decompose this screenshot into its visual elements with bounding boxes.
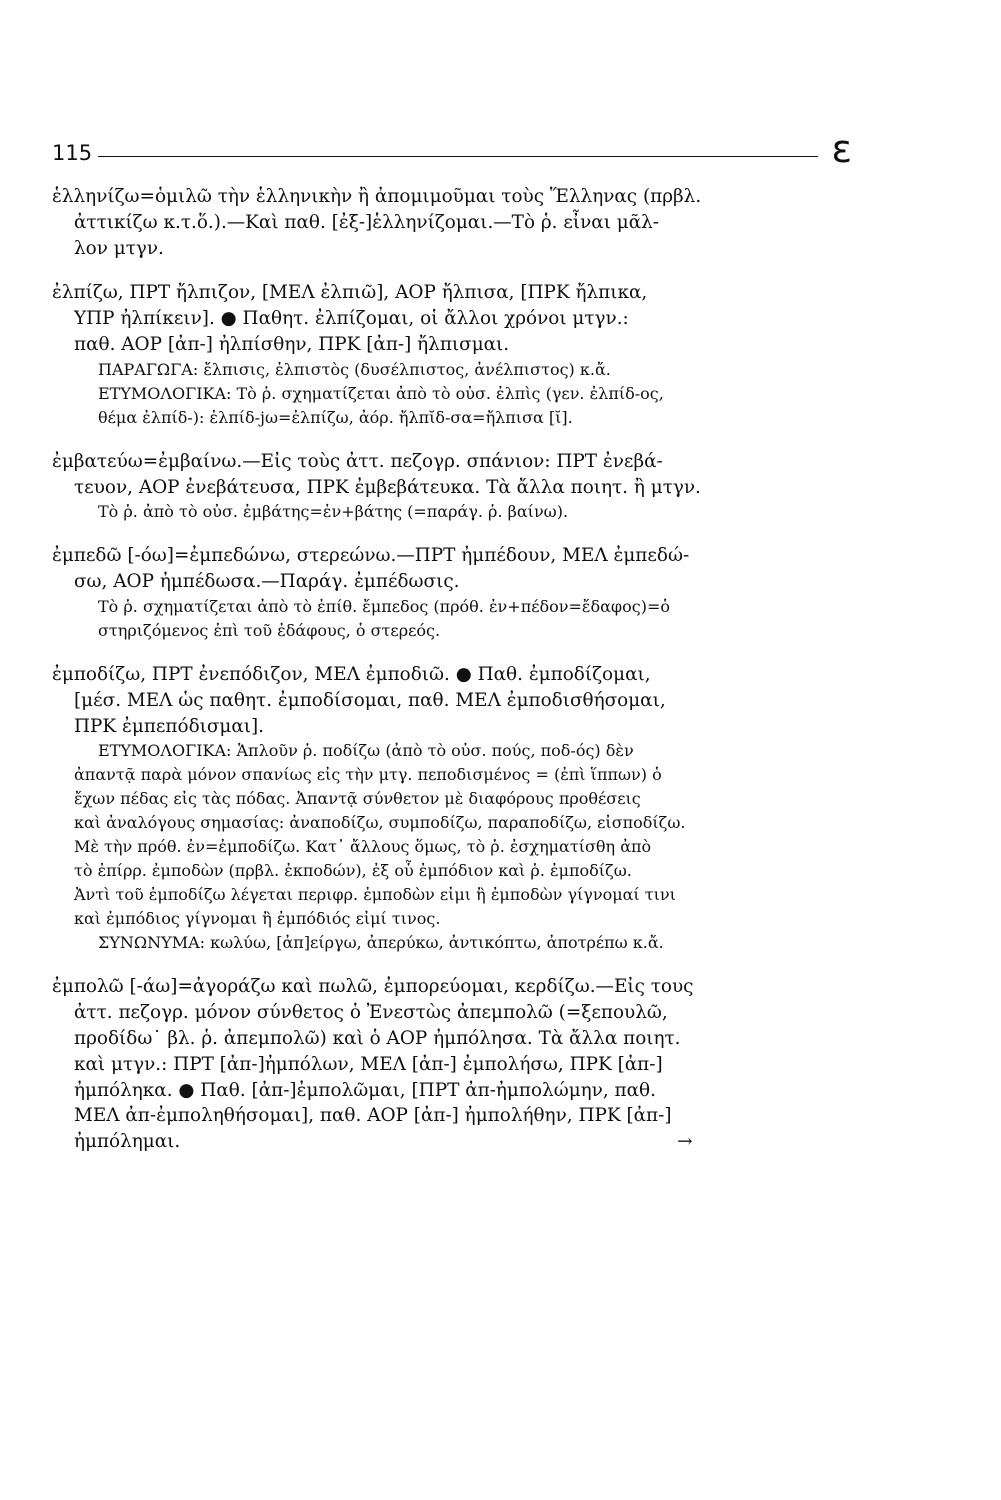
section-letter: ε [831,127,852,171]
entry-line: Μὲ τὴν πρόθ. ἐν=ἐμποδίζω. Κατ᾽ ἄλλους ὅμως, τὸ ῥ. ἐσχηματίσθη ἀπὸ [74,837,652,857]
dictionary-entry [52,974,852,1155]
entry-line: ΜΕΛ ἀπ-ἐμποληθήσομαι], παθ. ΑΟΡ [ἀπ-] ἠμπολήθην, ΠΡΚ [ἀπ-] [74,1105,672,1127]
entry-line: παθ. ΑΟΡ [ἀπ-] ἠλπίσθην, ΠΡΚ [ἀπ-] ἤλπισμαι. [74,333,510,355]
entry-line: Τὸ ῥ. σχηματίζεται ἀπὸ τὸ ἐπίθ. ἔμπεδος (πρόθ. ἐν+πέδον=ἔδαφος)=ὁ [98,596,670,616]
entry-gap [52,643,852,662]
entry-line: ἑλληνίζω=ὁμιλῶ τὴν ἑλληνικὴν ἢ ἀπομιμοῦμαι τοὺς Ἕλληνας (πρβλ. [52,186,702,207]
entry-line: καὶ μτγν.: ΠΡΤ [ἀπ-]ἠμπόλων, ΜΕΛ [ἀπ-] ἐμπολήσω, ΠΡΚ [ἀπ-] [74,1053,663,1075]
entry-line: τευον, ΑΟΡ ἐνεβάτευσα, ΠΡΚ ἐμβεβάτευκα. Τὰ ἄλλα ποιητ. ἢ μτγν. [74,476,701,498]
entry-line: θέμα ἐλπίδ-): ἐλπίδ-jω=ἐλπίζω, ἀόρ. ἤλπῐδ-σα=ἤλπισα [ῐ]. [98,407,573,427]
dictionary-entry [52,543,852,643]
entry-line: καὶ ἀναλόγους σημασίας: ἀναποδίζω, συμποδίζω, παραποδίζω, εἰσποδίζω. [74,813,686,833]
entry-line: ἀττικίζω κ.τ.ὅ.).—Καὶ παθ. [ἐξ-]ἑλληνίζομαι.—Τὸ ῥ. εἶναι μᾶλ- [74,211,659,233]
entry-line: ἐμποδίζω, ΠΡΤ ἐνεπόδιζον, ΜΕΛ ἐμποδιῶ. ● Παθ. ἐμποδίζομαι, [52,663,651,685]
entry-line: στηριζόμενος ἐπὶ τοῦ ἐδάφους, ὁ στερεός. [98,620,441,640]
entry-line: τὸ ἐπίρρ. ἐμποδὼν (πρβλ. ἐκποδών), ἐξ οὗ ἐμπόδιον καὶ ῥ. ἐμποδίζω. [74,861,632,881]
entry-line: ΣΥΝΩΝΥΜΑ: κωλύω, [ἀπ]είργω, ἀπερύκω, ἀντικόπτω, ἀποτρέπω κ.ἄ. [98,933,664,953]
entry-line: ΠΡΚ ἐμπεπόδισμαι]. [74,715,265,737]
entry-line: ἠμπόληκα. ● Παθ. [ἀπ-]ἐμπολῶμαι, [ΠΡΤ ἀπ-ἠμπολώμην, παθ. [74,1079,656,1101]
entry-line: ἐλπίζω, ΠΡΤ ἤλπιζον, [ΜΕΛ ἐλπιῶ], ΑΟΡ ἤλπισα, [ΠΡΚ ἤλπικα, [52,282,648,304]
entry-line: ἀττ. πεζογρ. μόνον σύνθετος ὁ Ἐνεστὼς ἀπεμπολῶ (=ξεπουλῶ, [74,1002,668,1024]
entry-line: προδίδω˙ βλ. ῥ. ἀπεμπολῶ) καὶ ὁ ΑΟΡ ἠμπόλησα. Τὰ ἄλλα ποιητ. [74,1027,681,1049]
entry-line: λον μτγν. [74,237,164,259]
entry-line: ἐμπεδῶ [-όω]=ἐμπεδώνω, στερεώνω.—ΠΡΤ ἠμπέδουν, ΜΕΛ ἐμπεδώ- [52,545,690,567]
entry-line: σω, ΑΟΡ ἠμπέδωσα.—Παράγ. ἐμπέδωσις. [74,571,460,593]
entry-line: καὶ ἐμπόδιος γίγνομαι ἢ ἐμπόδιός εἰμί τινος. [74,909,441,929]
dictionary-entry [52,662,852,955]
entry-line: ἠμπόλημαι. → [74,1131,693,1153]
entry-line: ΕΤΥΜΟΛΟΓΙΚΑ: Ἁπλοῦν ῥ. ποδίζω (ἀπὸ τὸ οὐσ. πούς, ποδ-ός) δὲν [98,741,634,761]
dictionary-entries [52,184,852,1155]
entry-line: ἐμβατεύω=ἐμβαίνω.—Εἰς τοὺς ἀττ. πεζογρ. σπάνιον: ΠΡΤ ἐνεβά- [52,450,663,472]
page-header [52,127,852,173]
entry-line: ΥΠΡ ἠλπίκειν]. ● Παθητ. ἐλπίζομαι, οἱ ἄλλοι χρόνοι μτγν.: [74,308,629,330]
entry-line: ἀπαντᾷ παρὰ μόνον σπανίως εἰς τὴν μτγ. πεποδισμένος = (ἐπὶ ἵππων) ὁ [74,765,662,785]
dictionary-entry [52,280,852,429]
entry-line: ἔχων πέδας εἰς τὰς πόδας. Ἀπαντᾷ σύνθετον μὲ διαφόρους προθέσεις [74,789,641,809]
entry-line: ΕΤΥΜΟΛΟΓΙΚΑ: Τὸ ῥ. σχηματίζεται ἀπὸ τὸ οὐσ. ἐλπὶς (γεν. ἐλπίδ-ος, [98,383,664,403]
entry-gap [52,430,852,449]
entry-line: ΠΑΡΑΓΩΓΑ: ἔλπισις, ἐλπιστὸς (δυσέλπιστος, ἀνέλπιστος) κ.ἄ. [98,359,611,379]
dictionary-entry [52,184,852,261]
header-rule [98,156,818,157]
entry-line: [μέσ. ΜΕΛ ὡς παθητ. ἐμποδίσομαι, παθ. ΜΕΛ ἐμποδισθήσομαι, [74,689,666,711]
dictionary-entry [52,449,852,525]
entry-gap [52,261,852,280]
entry-line: ἐμπολῶ [-άω]=ἀγοράζω καὶ πωλῶ, ἐμπορεύομαι, κερδίζω.—Εἰς τους [52,976,694,998]
entry-gap [52,524,852,543]
page-number: 115 [52,141,93,165]
entry-line: Ἀντὶ τοῦ ἐμποδίζω λέγεται περιφρ. ἐμποδὼν εἰμι ἢ ἐμποδὼν γίγνομαί τινι [74,885,676,905]
entry-line: Τὸ ῥ. ἀπὸ τὸ οὐσ. ἐμβάτης=ἐν+βάτης (=παράγ. ῥ. βαίνω). [98,502,569,522]
entry-gap [52,955,852,974]
